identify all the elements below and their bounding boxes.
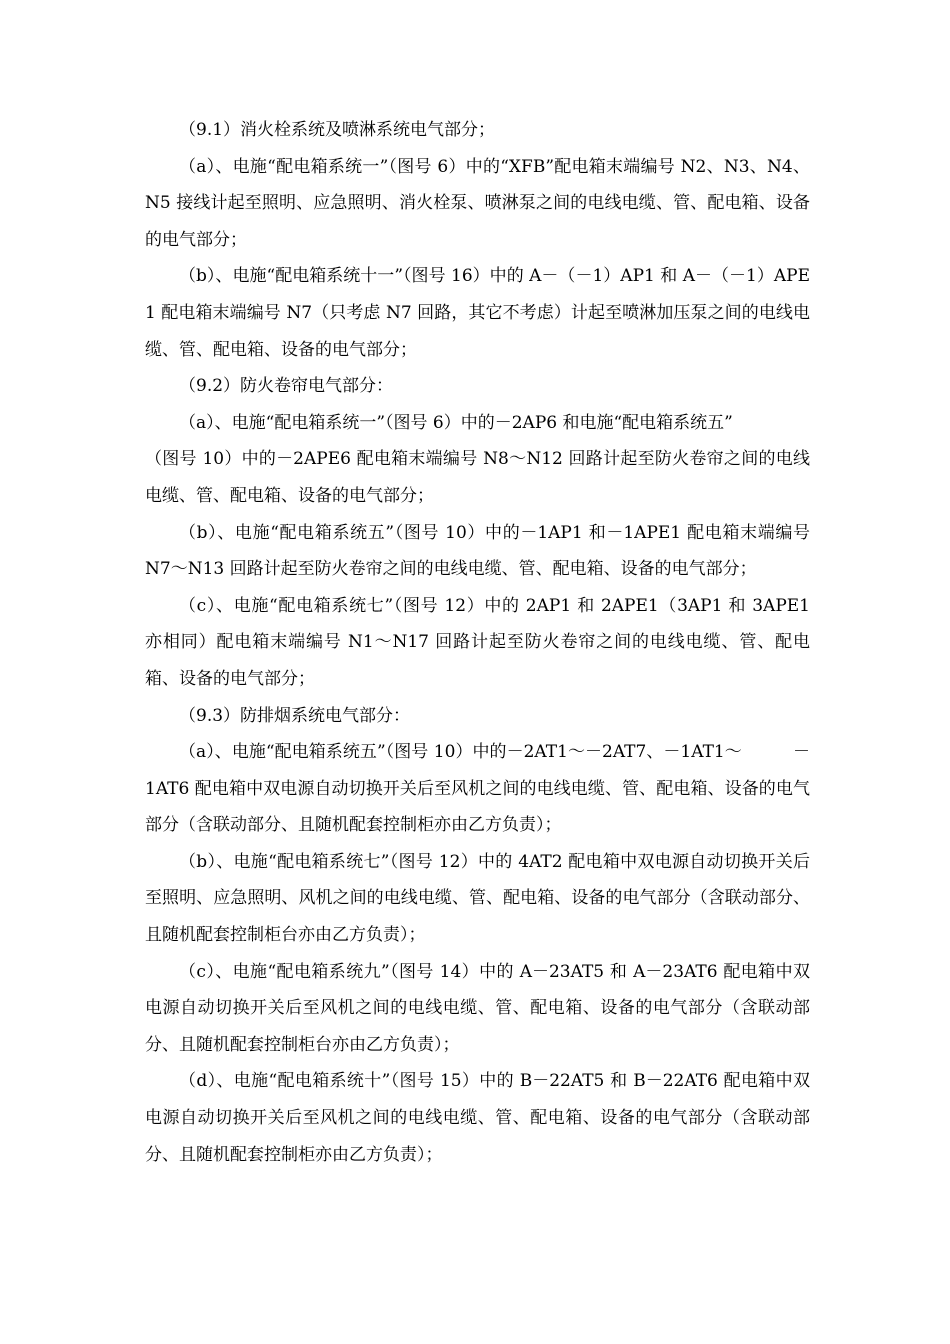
- section-heading-9-2: （9.2）防火卷帘电气部分：: [179, 376, 394, 397]
- paragraph-9-2-a-continued: （图号 10）中的－2APE6 配电箱末端编号 N8～N12 回路计起至防火卷帘之间的电线电缆、管、配电箱、设备的电气部分；: [145, 449, 810, 506]
- paragraph-9-3-a: （a）、电施“配电箱系统五”（图号 10）中的－2AT1～－2AT7、－1AT1～ －1AT6 配电箱中双电源自动切换开关后至风机之间的电线电缆、管、配电箱、设备的电气部分（含联动部分、且随机配套控制柜亦由乙方负责）；: [145, 742, 810, 836]
- paragraph-9-1-b: （b）、电施“配电箱系统十一”（图号 16）中的 A－（－1）AP1 和 A－（－1）APE1 配电箱末端编号 N7（只考虑 N7 回路，其它不考虑）计起至喷淋加压泵之间的电线电缆、管、配电箱、设备的电气部分；: [145, 266, 810, 360]
- paragraph-9-2-a: （a）、电施“配电箱系统一”（图号 6）中的－2AP6 和电施“配电箱系统五”: [179, 412, 733, 433]
- paragraph-9-2-c: （c）、电施“配电箱系统七”（图号 12）中的 2AP1 和 2APE1（3AP1 和 3APE1 亦相同）配电箱末端编号 N1～N17 回路计起至防火卷帘之间的电线电缆、管、配电箱、设备的电气部分；: [145, 595, 810, 689]
- paragraph-9-3-b: （b）、电施“配电箱系统七”（图号 12）中的 4AT2 配电箱中双电源自动切换开关后至照明、应急照明、风机之间的电线电缆、管、配电箱、设备的电气部分（含联动部分、且随机配套控制柜台亦由乙方负责）；: [145, 851, 810, 946]
- paragraph-9-3-d: （d）、电施“配电箱系统十”（图号 15）中的 B－22AT5 和 B－22AT6 配电箱中双电源自动切换开关后至风机之间的电线电缆、管、配电箱、设备的电气部分（含联动部分、且随机配套控制柜亦由乙方负责）；: [145, 1071, 810, 1165]
- paragraph-9-3-c: （c）、电施“配电箱系统九”（图号 14）中的 A－23AT5 和 A－23AT6 配电箱中双电源自动切换开关后至风机之间的电线电缆、管、配电箱、设备的电气部分（含联动部分、且随机配套控制柜台亦由乙方负责）；: [145, 961, 810, 1055]
- section-heading-9-3: （9.3）防排烟系统电气部分：: [179, 705, 411, 726]
- paragraph-9-1-a: （a）、电施“配电箱系统一”（图号 6）中的“XFB”配电箱末端编号 N2、N3、N4、N5 接线计起至照明、应急照明、消火栓泵、喷淋泵之间的电线电缆、管、配电箱、设备的电气部分；: [145, 156, 810, 250]
- section-heading-9-1: （9.1）消火栓系统及喷淋系统电气部分；: [179, 120, 496, 140]
- document-body: [145, 112, 810, 1173]
- paragraph-9-2-b: （b）、电施“配电箱系统五”（图号 10）中的－1AP1 和－1APE1 配电箱末端编号 N7～N13 回路计起至防火卷帘之间的电线电缆、管、配电箱、设备的电气部分；: [145, 522, 810, 580]
